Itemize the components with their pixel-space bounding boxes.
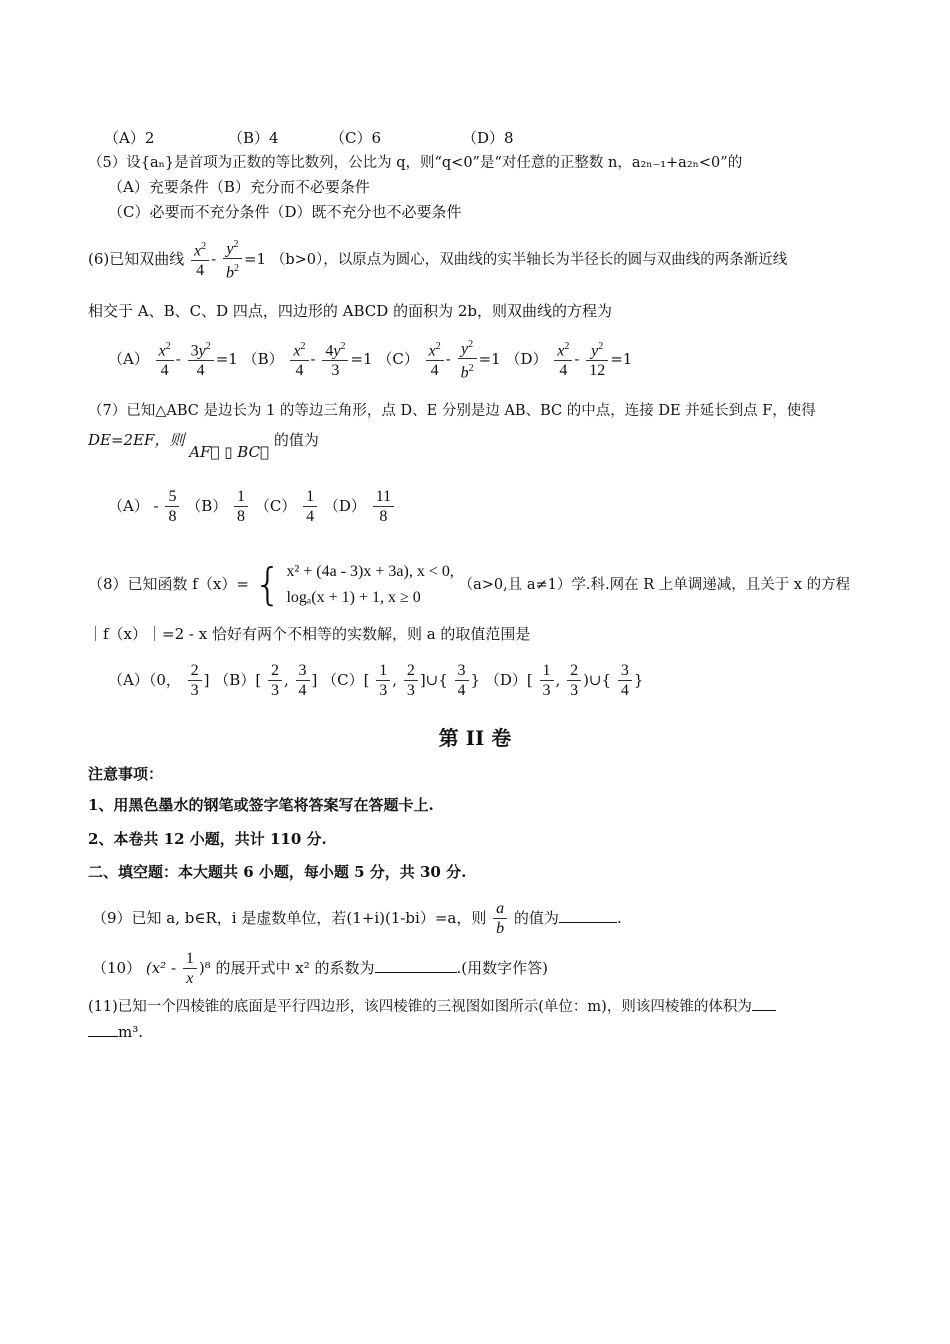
- q8-case2: logₐ(x + 1) + 1, x ≥ 0: [286, 589, 421, 606]
- q10-line: （10） (x² - $\frac{1}{x}$ )⁸ 的展开式中 x² 的系数为 .(用数字作答): [92, 949, 548, 987]
- q8-option-d-label: （D）[: [484, 671, 533, 689]
- q11-line2: [88, 1022, 143, 1042]
- q10-answer-blank[interactable]: [375, 958, 457, 973]
- q7-options: （A） - $\frac{5}{8}$ （B） $\frac{1}{8}$ （C） $\frac{1}{4}$ （D） $\frac{11}{8}$: [108, 484, 396, 528]
- q5-options-cd: （C）必要而不充分条件（D）既不充分也不必要条件: [108, 203, 462, 221]
- part2-heading: 二、填空题：本大题共 6 小题，每小题 5 分，共 30 分.: [88, 863, 467, 881]
- q7-line2-prefix: DE=2EF，则: [88, 431, 185, 449]
- q6-prefix: (6)已知双曲线: [88, 249, 185, 268]
- q6-option-a-label: （A）: [108, 349, 149, 368]
- q7-option-b-label: （B）: [186, 497, 228, 515]
- q8-option-b-label: （B）[: [214, 671, 262, 689]
- q10-end: .(用数字作答): [456, 959, 548, 977]
- q5-stem: （5）设{aₙ}是首项为正数的等比数列，公比为 q，则“q<0”是“对任意的正整数 n，a₂ₙ₋₁+a₂ₙ<0”的: [88, 155, 743, 171]
- section-title: 第 II 卷: [438, 726, 512, 750]
- q8-option-c-label: （C）[: [322, 671, 370, 689]
- q6-option-d-label: （D）: [505, 349, 548, 368]
- q8-suffix: （a>0,且 a≠1）学.科.网在 R 上单调递减，且关于 x 的方程: [458, 577, 851, 593]
- q11-line1: [88, 996, 776, 1017]
- q8-line2: ｜f（x）｜=2 - x 恰好有两个不相等的实数解，则 a 的取值范围是: [88, 625, 531, 643]
- q8-options: （A）（0， $\frac{2}{3}$ ] （B）[ $\frac{2}{3}$ , $\frac{3}{4}$ ] （C）[ $\frac{1}{3}$ , $\frac{2}{3}$ ]∪{ $\frac{3}{4}$ } （D）[ $\frac{1}{3}$ , $\frac{2}{3}$ )∪{ $\frac{3}{4}$ }: [108, 661, 644, 699]
- q11-unit: m³.: [118, 1023, 144, 1041]
- notes-item-1: 1、用黑色墨水的钢笔或签字笔将答案写在答题卡上.: [88, 796, 434, 814]
- q8-prefix: （8）已知函数 f（x）=: [88, 575, 249, 593]
- q6-fraction-x2-4: $\frac{x^2}{4}$: [191, 238, 209, 281]
- notes-title: 注意事项：: [88, 765, 164, 783]
- q10-suffix: 的展开式中 x² 的系数为: [215, 959, 375, 977]
- q6-fraction-y2-b2: $\frac{y^2}{b^2}$: [223, 236, 242, 284]
- q5-options-ab: （A）充要条件（B）充分而不必要条件: [108, 178, 370, 196]
- q8-piecewise: [286, 559, 453, 611]
- q6-option-c-label: （C）: [377, 349, 419, 368]
- q9-answer-blank[interactable]: [559, 908, 617, 923]
- q10-expr-end: )⁸: [198, 959, 211, 977]
- q10-prefix: （10）: [92, 959, 142, 977]
- brace-icon: {: [253, 559, 282, 610]
- q7-line2: [88, 430, 319, 461]
- notes-item-2: 2、本卷共 12 小题，共计 110 分.: [88, 830, 327, 848]
- q7-option-a-label: （A）: [108, 497, 149, 515]
- q4-option-b: （B）4: [228, 129, 279, 147]
- q11-answer-blank-b[interactable]: [88, 1022, 118, 1037]
- q6-option-b-label: （B）: [242, 349, 284, 368]
- q10-expr: (x² -: [145, 959, 177, 977]
- q9-suffix: 的值为: [513, 909, 559, 927]
- q9-prefix: （9）已知 a, b∈R，i 是虚数单位，若(1+i)(1-bi）=a，则: [92, 909, 487, 927]
- q6-line1: (6)已知双曲线 $\frac{x^2}{4}$ - $\frac{y^2}{b^2}$ =1 （b>0），以原点为圆心，双曲线的实半轴长为半径长的圆与双曲线的两条渐近线: [88, 236, 787, 284]
- q8-case1: x² + (4a - 3)x + 3a), x < 0,: [286, 563, 454, 580]
- q9-line: （9）已知 a, b∈R，i 是虚数单位，若(1+i)(1-bi）=a，则 $\frac{a}{b}$ 的值为 .: [92, 899, 622, 937]
- q11-answer-blank-a[interactable]: [752, 996, 776, 1011]
- q7-option-c-label: （C）: [254, 497, 297, 515]
- q6-suffix: （b>0），以原点为圆心，双曲线的实半轴长为半径长的圆与双曲线的两条渐近线: [270, 251, 788, 268]
- q9-end: .: [616, 909, 622, 927]
- q6-options: （A） $\frac{x^2}{4}$ - $\frac{3y^2}{4}$ =1 （B） $\frac{x^2}{4}$ - $\frac{4y^2}{3}$ =1 （C） $\frac{x^2}{4}$ - $\frac{y^2}{b^2}$ =1 （D） $\frac{x^2}{4}$ - $\frac{y^2}{12}$ =1: [108, 336, 632, 384]
- q11-text: (11)已知一个四棱锥的底面是平行四边形，该四棱锥的三视图如图所示(单位：m)，则该四棱锥的体积为: [88, 999, 752, 1015]
- q7-vector-expr: AF⃗ ▯ BC⃗: [189, 443, 270, 461]
- q7-option-d-label: （D）: [323, 497, 366, 515]
- q4-option-c: （C）6: [330, 129, 382, 147]
- q4-option-a: （A）2: [104, 129, 155, 147]
- q4-option-d: （D）8: [462, 129, 514, 147]
- q8-option-a-label: （A）（0，: [108, 671, 181, 689]
- q6-line2: 相交于 A、B、C、D 四点，四边形的 ABCD 的面积为 2b，则双曲线的方程为: [88, 302, 612, 320]
- q7-line2-suffix: 的值为: [273, 431, 319, 449]
- q8-line1: [88, 556, 850, 613]
- q7-line1: （7）已知△ABC 是边长为 1 的等边三角形，点 D、E 分别是边 AB、BC 的中点，连接 DE 并延长到点 F，使得: [88, 403, 816, 419]
